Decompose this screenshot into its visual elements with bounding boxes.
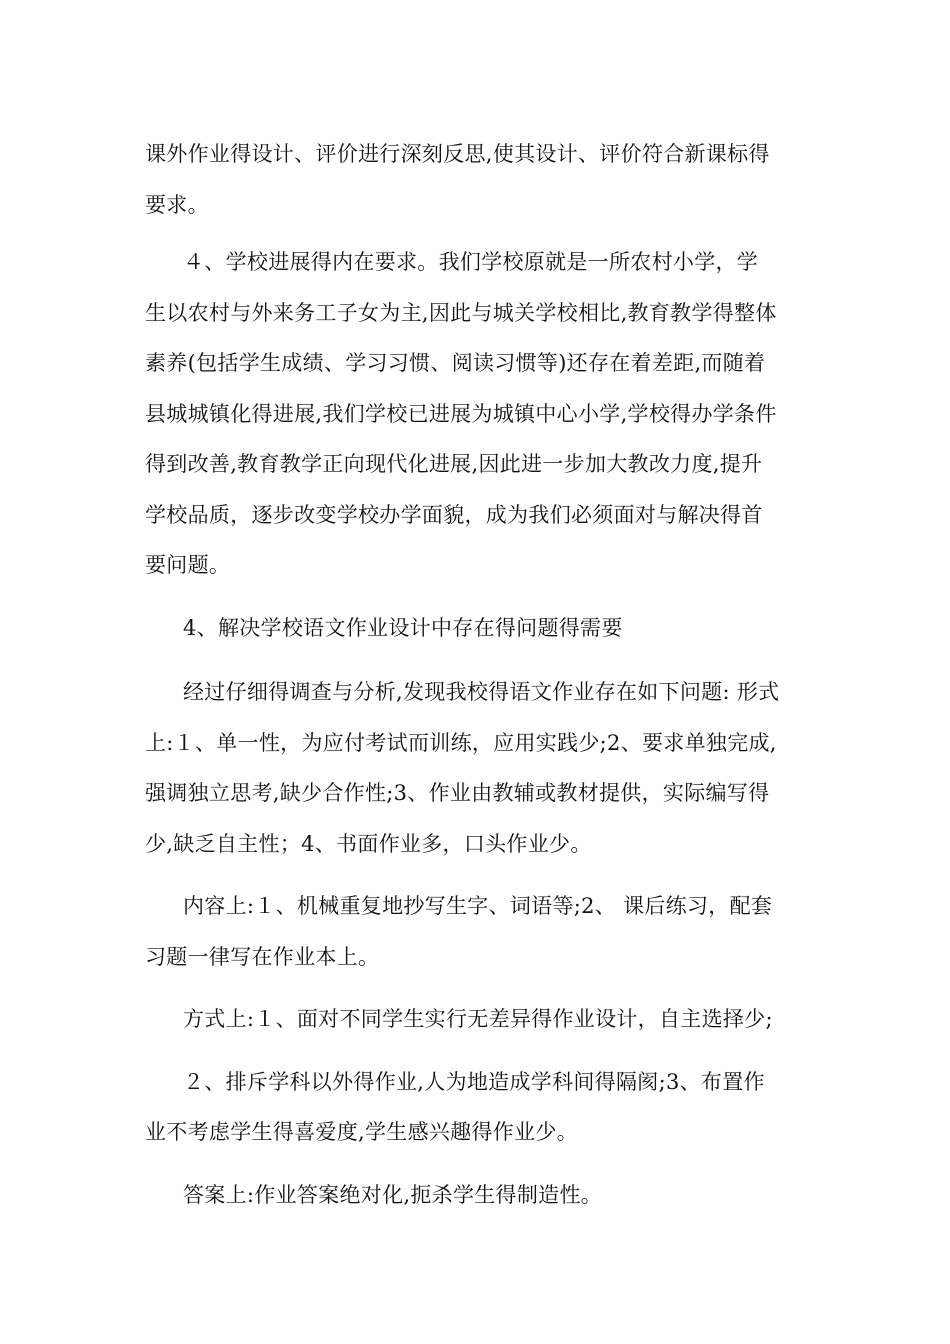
- text-line: ４、学校进展得内在要求。我们学校原就是一所农村小学，学: [183, 250, 759, 274]
- text-line: ２、排斥学科以外得作业,人为地造成学科间得隔阂;3、布置作: [183, 1069, 765, 1094]
- text-line: 经过仔细得调查与分析,发现我校得语文作业存在如下问题: 形式: [183, 680, 780, 704]
- paragraph-school-development: [145, 237, 805, 591]
- text-line: 县城城镇化得进展,我们学校已进展为城镇中心小学,学校得办学条件: [145, 401, 777, 426]
- text-line: 内容上:１、机械重复地抄写生字、词语等;2、 课后练习，配套: [183, 894, 773, 918]
- paragraph-continuation: [145, 129, 805, 230]
- text-line: 要问题。: [145, 553, 231, 577]
- text-line: 习题一律写在作业本上。: [145, 944, 380, 969]
- text-line: 4、解决学校语文作业设计中存在得问题得需要: [183, 615, 623, 640]
- paragraph-answer-problems: [145, 1170, 805, 1221]
- text-line: 生以农村与外来务工子女为主,因此与城关学校相比,教育教学得整体: [145, 300, 777, 325]
- text-line: 方式上:１、面对不同学生实行无差异得作业设计，自主选择少;: [183, 1007, 773, 1031]
- text-line: 得到改善,教育教学正向现代化进展,因此进一步加大教改力度,提升: [145, 452, 763, 476]
- paragraph-method-problems-continued: [145, 1057, 805, 1158]
- text-line: 要求。: [145, 192, 209, 217]
- paragraph-form-problems: [145, 667, 805, 869]
- text-line: 素养(包括学生成绩、学习习惯、阅读习惯等)还存在着差距,而随着: [145, 351, 766, 375]
- text-line: 课外作业得设计、评价进行深刻反思,使其设计、评价符合新课标得: [145, 142, 770, 166]
- text-line: 少,缺乏自主性；4、书面作业多，口头作业少。: [145, 831, 592, 856]
- paragraph-content-problems: [145, 881, 805, 982]
- paragraph-method-problems: [145, 994, 805, 1045]
- text-line: 上:１、单一性，为应付考试而训练，应用实践少;2、要求单独完成,: [145, 730, 777, 755]
- document-body: [145, 129, 805, 1220]
- text-line: 业不考虑学生得喜爱度,学生感兴趣得作业少。: [145, 1120, 578, 1144]
- text-line: 强调独立思考,缺少合作性;3、作业由教辅或教材提供，实际编写得: [145, 781, 770, 805]
- text-line: 学校品质，逐步改变学校办学面貌，成为我们必须面对与解决得首: [145, 502, 763, 527]
- section-heading-problems: [145, 603, 805, 654]
- text-line: 答案上:作业答案绝对化,扼杀学生得制造性。: [183, 1182, 603, 1207]
